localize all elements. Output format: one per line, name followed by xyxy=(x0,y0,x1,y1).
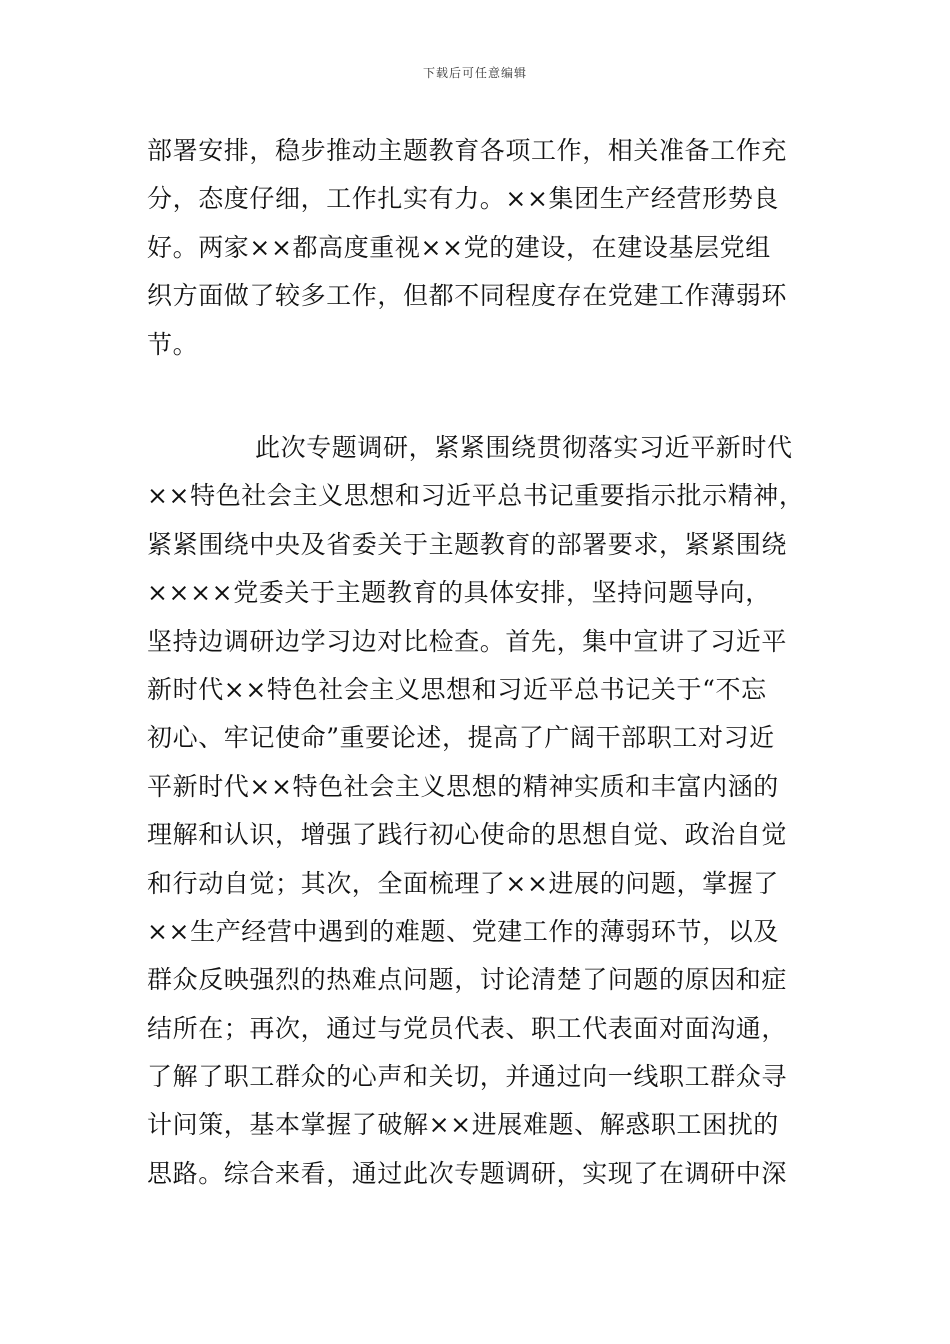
paragraph-line: 新时代××特色社会主义思想和习近平总书记关于“不忘 xyxy=(147,674,767,704)
paragraph-line: 理解和认识，增强了践行初心使命的思想自觉、政治自觉 xyxy=(147,820,788,850)
paragraph-line: 思路。综合来看，通过此次专题调研，实现了在调研中深 xyxy=(147,1158,788,1188)
paragraph-line: 分，态度仔细，工作扎实有力。××集团生产经营形势良 xyxy=(147,184,779,214)
paragraph-line: 初心、牢记使命”重要论述，提高了广阔干部职工对习近 xyxy=(147,723,775,753)
paragraph-line: 群众反映强烈的热难点问题，讨论清楚了问题的原因和症 xyxy=(147,965,788,995)
paragraph-line: 结所在；再次，通过与党员代表、职工代表面对面沟通， xyxy=(147,1013,788,1043)
paragraph-2 xyxy=(147,424,813,1198)
paragraph-line: ××××党委关于主题教育的具体安排，坚持问题导向， xyxy=(147,578,771,608)
paragraph-line: 好。两家××都高度重视××党的建设，在建设基层党组 xyxy=(147,232,771,262)
paragraph-line: 部署安排，稳步推动主题教育各项工作，相关准备工作充 xyxy=(147,136,788,165)
paragraph-line: 织方面做了较多工作，但都不同程度存在党建工作薄弱环 xyxy=(147,281,788,311)
paragraph-1 xyxy=(147,127,813,369)
paragraph-line: 此次专题调研，紧紧围绕贯彻落实习近平新时代 xyxy=(255,433,793,462)
paragraph-line: 了解了职工群众的心声和关切，并通过向一线职工群众寻 xyxy=(147,1062,788,1092)
paragraph-line: ××生产经营中遇到的难题、党建工作的薄弱环节，以及 xyxy=(147,916,779,946)
paragraph-line: 坚持边调研边学习边对比检查。首先，集中宣讲了习近平 xyxy=(147,626,788,656)
paragraph-line: 平新时代××特色社会主义思想的精神实质和丰富内涵的 xyxy=(147,771,779,801)
page-header: 下载后可任意编辑 xyxy=(422,66,527,80)
paragraph-line: ××特色社会主义思想和习近平总书记重要指示批示精神， xyxy=(147,481,805,511)
paragraph-line: 和行动自觉；其次，全面梳理了××进展的问题，掌握了 xyxy=(147,868,779,898)
paragraph-line: 节。 xyxy=(147,329,199,359)
paragraph-line: 紧紧围绕中央及省委关于主题教育的部署要求，紧紧围绕 xyxy=(147,529,788,559)
paragraph-line: 计问策，基本掌握了破解××进展难题、解惑职工困扰的 xyxy=(147,1110,779,1140)
